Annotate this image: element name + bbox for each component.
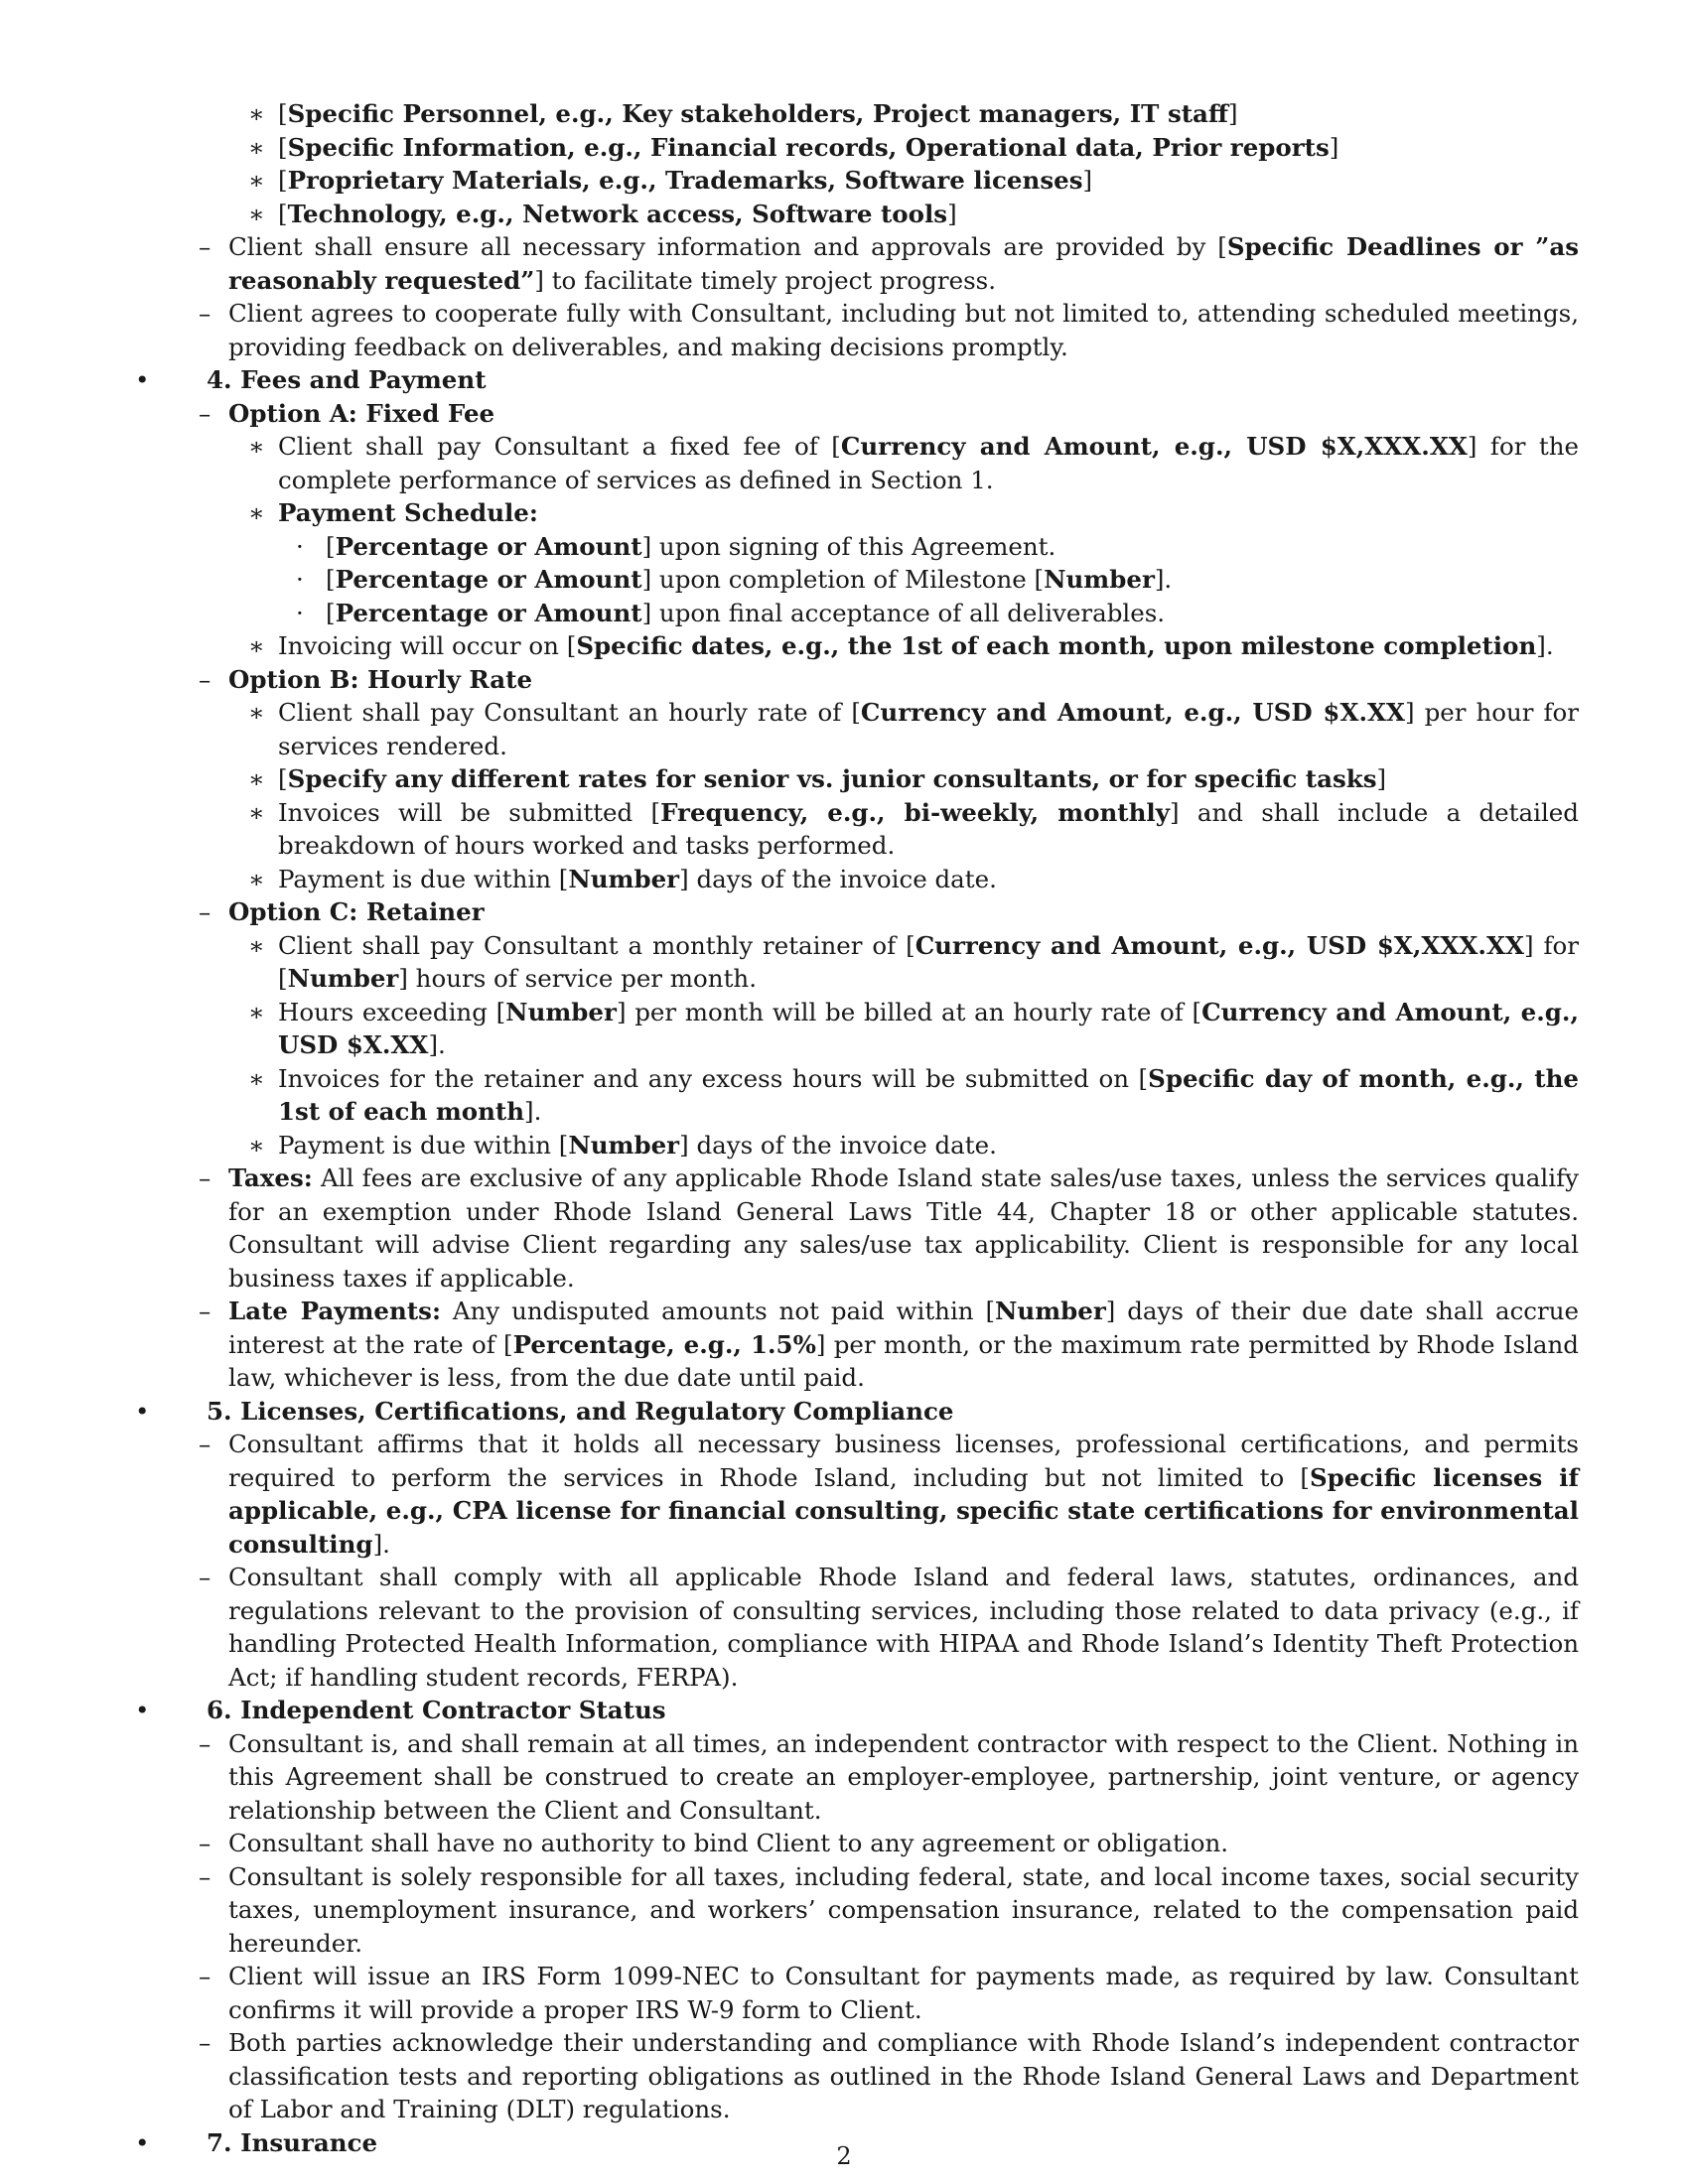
list-item: – Consultant shall have no authority to bind Client to any agreement or obligation. bbox=[129, 1827, 1579, 1860]
list-item: – Consultant is solely responsible for all taxes, including federal, state, and local income taxes, social security taxes, unemployment insurance, and workers’ compensation insurance, related to the compensation paid hereunder. bbox=[199, 1861, 1579, 1958]
list-marker: ∗ bbox=[248, 764, 265, 793]
list-item: ∗ Hours exceeding [Number] per month will be billed at an hourly rate of [Currency and Amount, e.g., USD $X.XX]. bbox=[248, 997, 1579, 1059]
section-heading-insurance: • 7. Insurance bbox=[129, 2126, 1579, 2160]
list-item: ∗ Client shall pay Consultant an hourly rate of [Currency and Amount, e.g., USD $X.XX] per hour for services rendered. bbox=[248, 698, 1579, 760]
list-marker: – bbox=[199, 664, 211, 694]
list-marker: ∗ bbox=[248, 199, 265, 228]
list-marker: ∗ bbox=[248, 797, 265, 827]
list-marker: · bbox=[296, 565, 304, 594]
clause-deadlines: – Client shall ensure all necessary information and approvals are provided by [Specific Deadlines or ”as reasonably requested”] to facilitate timely project progress. bbox=[199, 232, 1579, 295]
list-marker: – bbox=[199, 1563, 211, 1591]
list-item: ∗ Client shall pay Consultant a monthly retainer of [Currency and Amount, e.g., USD $X,XXX.XX] for [Number] hours of service per month. bbox=[248, 930, 1579, 993]
clause-compliance: – Consultant shall comply with all applicable Rhode Island and federal laws, statutes, ordinances, and regulations relevant to the provision of consulting services, including those related to data privacy (e.g., if handling Protected Health Information, compliance with HIPAA and Rhode Island’s Identity Theft Protection Act; if handling student records, FERPA). bbox=[199, 1563, 1579, 1692]
list-marker: · bbox=[296, 531, 304, 561]
list-marker: ∗ bbox=[248, 1130, 265, 1160]
list-marker: ∗ bbox=[248, 930, 265, 960]
list-marker: ∗ bbox=[248, 997, 265, 1026]
list-marker: • bbox=[135, 365, 150, 394]
option-c-heading: – Option C: Retainer bbox=[129, 895, 1579, 929]
list-marker: – bbox=[199, 1962, 211, 1990]
list-marker: ∗ bbox=[248, 698, 265, 727]
list-marker: ∗ bbox=[248, 864, 265, 893]
list-item: ∗ Payment Schedule: bbox=[129, 496, 1579, 530]
schedule-item: · [Percentage or Amount] upon final acceptance of all deliverables. bbox=[129, 597, 1579, 630]
section-heading-licenses: • 5. Licenses, Certifications, and Regulatory Compliance bbox=[129, 1395, 1579, 1429]
list-marker: – bbox=[199, 232, 211, 261]
list-marker: – bbox=[199, 1829, 211, 1857]
list-marker: – bbox=[199, 398, 211, 428]
list-marker: – bbox=[199, 1861, 211, 1891]
list-marker: ∗ bbox=[248, 166, 265, 195]
page-number: 2 bbox=[836, 2142, 852, 2170]
list-marker: ∗ bbox=[248, 132, 265, 162]
list-item: ∗ [Technology, e.g., Network access, Software tools] bbox=[129, 198, 1579, 231]
clause-cooperation: – Client agrees to cooperate fully with Consultant, including but not limited to, attending scheduled meetings, providing feedback on deliverables, and making decisions promptly. bbox=[199, 299, 1579, 361]
list-marker: – bbox=[199, 1297, 211, 1325]
list-item: ∗ [Specific Personnel, e.g., Key stakeholders, Project managers, IT staff] bbox=[129, 97, 1579, 131]
list-marker: – bbox=[199, 2028, 211, 2057]
document-body bbox=[129, 97, 1579, 2159]
list-item: ∗ [Specific Information, e.g., Financial records, Operational data, Prior reports] bbox=[129, 131, 1579, 165]
list-marker: • bbox=[135, 1396, 150, 1426]
list-marker: – bbox=[199, 1430, 211, 1458]
list-marker: • bbox=[135, 1696, 150, 1724]
option-a-heading: – Option A: Fixed Fee bbox=[129, 397, 1579, 431]
list-marker: · bbox=[296, 598, 304, 627]
list-marker: ∗ bbox=[248, 432, 265, 461]
list-marker: – bbox=[199, 897, 211, 926]
list-marker: ∗ bbox=[248, 498, 265, 527]
list-item: ∗ [Proprietary Materials, e.g., Trademarks, Software licenses] bbox=[129, 164, 1579, 198]
section-heading-contractor: • 6. Independent Contractor Status bbox=[129, 1694, 1579, 1727]
list-item: ∗ Payment is due within [Number] days of the invoice date. bbox=[129, 863, 1579, 896]
list-item: ∗ Invoicing will occur on [Specific dates, e.g., the 1st of each month, upon milestone completion]. bbox=[129, 629, 1579, 663]
list-item: – Both parties acknowledge their understanding and compliance with Rhode Island’s independent contractor classification tests and reporting obligations as outlined in the Rhode Island General Laws and Department of Labor and Training (DLT) regulations. bbox=[199, 2028, 1579, 2123]
list-item: ∗ Payment is due within [Number] days of the invoice date. bbox=[129, 1129, 1579, 1162]
list-marker: ∗ bbox=[248, 1063, 265, 1093]
list-marker: • bbox=[135, 2127, 150, 2157]
list-item: ∗ Client shall pay Consultant a fixed fee of [Currency and Amount, e.g., USD $X,XXX.XX] for the complete performance of services as defined in Section 1. bbox=[248, 432, 1579, 494]
clause-taxes: – Taxes: All fees are exclusive of any applicable Rhode Island state sales/use taxes, unless the services qualify for an exemption under Rhode Island General Laws Title 44, Chapter 18 or other applicable statutes. Consultant will advise Client regarding any sales/use tax applicability. Client is responsible for any local business taxes if applicable. bbox=[199, 1163, 1579, 1293]
list-item: – Client will issue an IRS Form 1099-NEC to Consultant for payments made, as required by law. Consultant confirms it will provide a proper IRS W-9 form to Client. bbox=[199, 1962, 1579, 2024]
list-item: ∗ Invoices will be submitted [Frequency, e.g., bi-weekly, monthly] and shall include a detailed breakdown of hours worked and tasks performed. bbox=[248, 797, 1579, 860]
schedule-item: · [Percentage or Amount] upon completion of Milestone [Number]. bbox=[129, 563, 1579, 597]
list-marker: ∗ bbox=[248, 631, 265, 660]
list-marker: – bbox=[199, 299, 211, 328]
option-b-heading: – Option B: Hourly Rate bbox=[129, 663, 1579, 697]
schedule-item: · [Percentage or Amount] upon signing of this Agreement. bbox=[129, 530, 1579, 564]
section-heading-fees: • 4. Fees and Payment bbox=[129, 363, 1579, 397]
list-item: ∗ [Specify any different rates for senior vs. junior consultants, or for specific tasks] bbox=[129, 762, 1579, 796]
clause-licenses: – Consultant affirms that it holds all necessary business licenses, professional certifications, and permits required to perform the services in Rhode Island, including but not limited to [Specific licenses if applicable, e.g., CPA license for financial consulting, specific state certifications for environmental consulting]. bbox=[199, 1430, 1579, 1559]
list-item: – Consultant is, and shall remain at all times, an independent contractor with respect to the Client. Nothing in this Agreement shall be construed to create an employer-employee, partnership, joint venture, or agency relationship between the Client and Consultant. bbox=[199, 1728, 1579, 1825]
list-item: ∗ Invoices for the retainer and any excess hours will be submitted on [Specific day of month, e.g., the 1st of each month]. bbox=[248, 1063, 1579, 1126]
list-marker: ∗ bbox=[248, 99, 265, 128]
list-marker: – bbox=[199, 1163, 211, 1192]
clause-late-payments: – Late Payments: Any undisputed amounts not paid within [Number] days of their due date shall accrue interest at the rate of [Percentage, e.g., 1.5%] per month, or the maximum rate permitted by Rhode Island law, whichever is less, from the due date until paid. bbox=[199, 1297, 1579, 1392]
list-marker: – bbox=[199, 1728, 211, 1758]
